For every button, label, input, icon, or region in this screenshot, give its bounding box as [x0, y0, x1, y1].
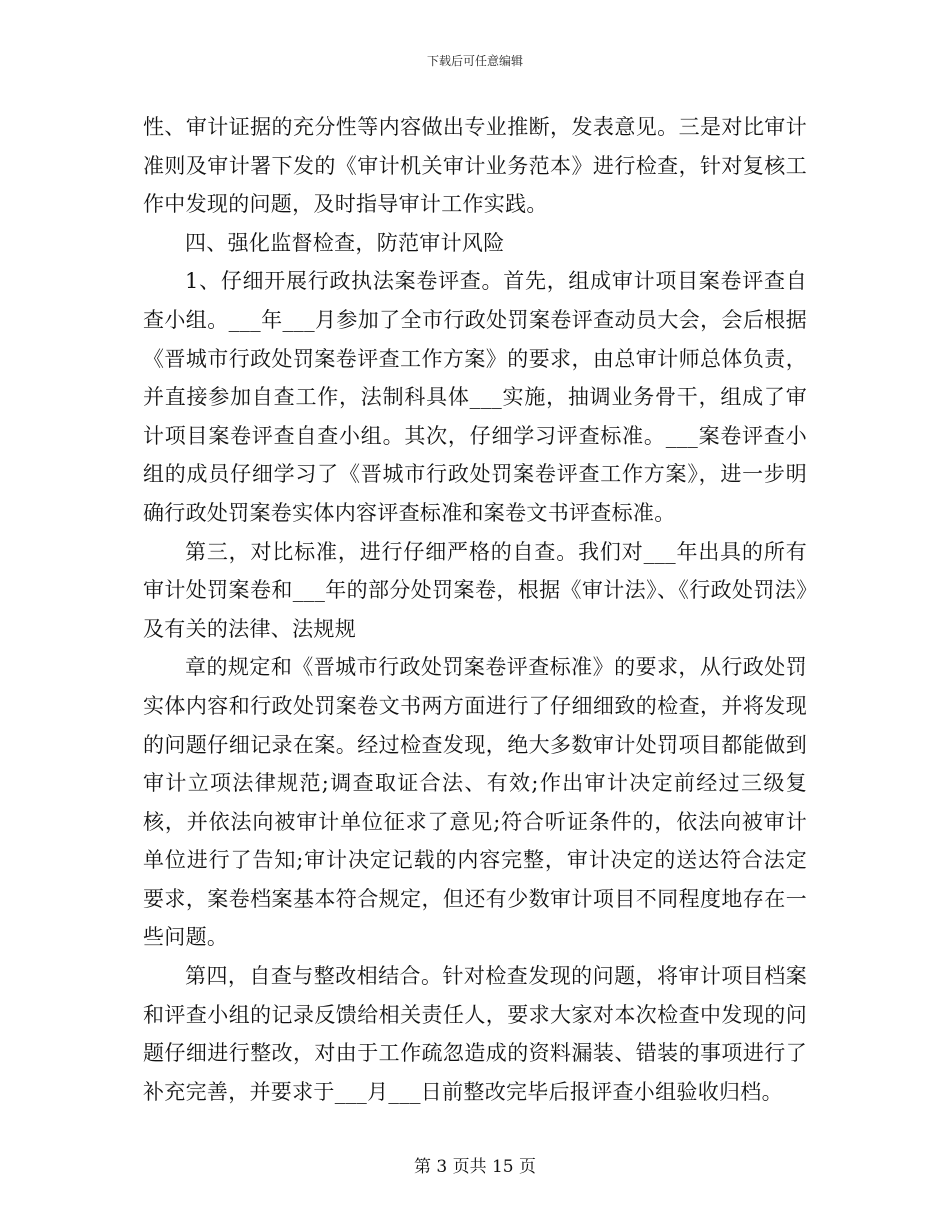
paragraph: 1、仔细开展行政执法案卷评查。首先，组成审计项目案卷评查自查小组。___年___月参加了全市行政处罚案卷评查动员大会，会后根据《晋城市行政处罚案卷评查工作方案》的要求，由总审计师总体负责，并直接参加自查工作，法制科具体___实施，抽调业务骨干，组成了审计项目案卷评查自查小组。其次，仔细学习评查标准。___案卷评查小组的成员仔细学习了《晋城市行政处罚案卷评查工作方案》，进一步明确行政处罚案卷实体内容评查标准和案卷文书评查标准。 — [143, 269, 807, 525]
page-header: 下载后可任意编辑 — [426, 54, 523, 68]
paragraph: 第四，自查与整改相结合。针对检查发现的问题，将审计项目档案和评查小组的记录反馈给相关责任人，要求大家对本次检查中发现的问题仔细进行整改，对由于工作疏忽造成的资料漏装、错装的事项进行了补充完善，并要求于___月___日前整改完毕后报评查小组验收归档。 — [143, 964, 807, 1104]
paragraph-continuation: 性、审计证据的充分性等内容做出专业推断，发表意见。三是对比审计准则及审计署下发的《审计机关审计业务范本》进行检查，针对复核工作中发现的问题，及时指导审计工作实践。 — [143, 115, 807, 217]
paragraph: 章的规定和《晋城市行政处罚案卷评查标准》的要求，从行政处罚实体内容和行政处罚案卷文书两方面进行了仔细细致的检查，并将发现的问题仔细记录在案。经过检查发现，绝大多数审计处罚项目都能做到审计立项法律规范;调查取证合法、有效;作出审计决定前经过三级复核，并依法向被审计单位征求了意见;符合听证条件的，依法向被审计单位进行了告知;审计决定记载的内容完整，审计决定的送达符合法定要求，案卷档案基本符合规定，但还有少数审计项目不同程度地存在一些问题。 — [143, 655, 807, 950]
page-footer: 第 3 页共 15 页 — [413, 1157, 537, 1177]
section-heading: 四、强化监督检查，防范审计风险 — [185, 230, 505, 255]
document-body — [143, 108, 807, 1111]
paragraph: 第三，对比标准，进行仔细严格的自查。我们对___年出具的所有审计处罚案卷和___年的部分处罚案卷，根据《审计法》、《行政处罚法》及有关的法律、法规规 — [143, 539, 807, 641]
